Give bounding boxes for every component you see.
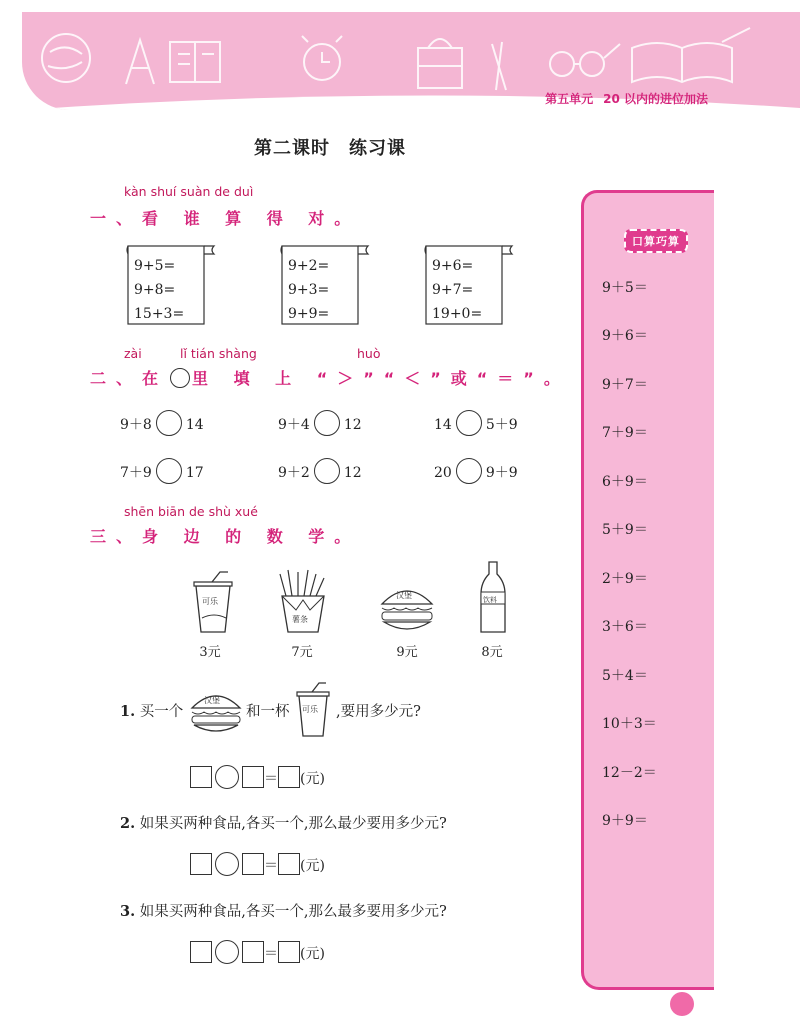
fries-icon (276, 568, 330, 636)
compare-item: 14 5＋9 (434, 410, 518, 436)
answer-box[interactable] (242, 766, 264, 788)
drill-item: 9＋9＝ (602, 813, 648, 829)
question-3 (120, 900, 447, 921)
problem: 9+7= (432, 282, 474, 298)
drink-label: 饮料 (483, 596, 497, 604)
answer-box[interactable] (242, 853, 264, 875)
drill-item: 3＋6＝ (602, 619, 648, 635)
answer-box[interactable] (190, 941, 212, 963)
fries-price: 7元 (291, 645, 313, 660)
answer-box[interactable] (242, 941, 264, 963)
section3-title: 三、身 边 的 数 学。 (90, 527, 361, 546)
section1-pinyin: kàn shuí suàn de duì (124, 184, 254, 199)
problem: 15+3= (134, 306, 185, 322)
question-number: 2. (120, 815, 136, 832)
problem: 9+5= (134, 258, 176, 274)
answer-circle[interactable] (456, 410, 482, 436)
unit-label (535, 90, 708, 107)
section2-pinyin-tian: lǐ tián shàng (180, 346, 257, 361)
question-2 (120, 812, 447, 833)
operator-circle[interactable] (215, 940, 239, 964)
sidebar-badge: 口算巧算 (624, 229, 688, 253)
problem: 19+0= (432, 306, 483, 322)
cola-icon (190, 570, 238, 636)
question-number: 3. (120, 903, 136, 920)
compare-item: 9＋8 14 (120, 410, 204, 436)
drill-item: 12－2＝ (602, 765, 657, 781)
answer-box[interactable] (190, 766, 212, 788)
section2-title (90, 366, 570, 389)
compare-item: 9＋2 12 (278, 458, 362, 484)
section2-pinyin-zai: zài (124, 346, 142, 361)
answer-box[interactable] (278, 766, 300, 788)
title-post: 里 填 上 “＞”“＜”或“＝”。 (192, 369, 570, 388)
compare-item: 20 9＋9 (434, 458, 518, 484)
section1-title: 一、看 谁 算 得 对。 (90, 209, 361, 228)
answer-box[interactable] (278, 941, 300, 963)
drill-item: 6＋9＝ (602, 474, 648, 490)
answer-circle[interactable] (156, 458, 182, 484)
q1-text-mid: 和一杯 (246, 704, 290, 720)
burger-label: 汉堡 (204, 696, 220, 705)
drill-item: 7＋9＝ (602, 425, 648, 441)
fries-label: 薯条 (292, 615, 308, 624)
answer-box[interactable] (190, 853, 212, 875)
drill-item: 9＋6＝ (602, 328, 648, 344)
lesson-title: 第二课时 练习课 (254, 138, 406, 159)
scroll-card (424, 244, 504, 322)
drink-price: 8元 (481, 645, 503, 660)
operator-circle[interactable] (215, 852, 239, 876)
answer-circle[interactable] (156, 410, 182, 436)
question-text: 如果买两种食品,各买一个,那么最多要用多少元? (139, 904, 447, 920)
compare-item: 9＋4 12 (278, 410, 362, 436)
cola-label: 可乐 (302, 705, 318, 714)
unit-topic: 20 以内的进位加法 (603, 92, 708, 106)
question-number: 1. (120, 703, 136, 720)
burger-price: 9元 (396, 645, 418, 660)
cola-icon (294, 680, 334, 740)
scroll-card (280, 244, 360, 322)
problem: 9+8= (134, 282, 176, 298)
answer-circle[interactable] (314, 458, 340, 484)
header-banner (22, 12, 800, 110)
question-1 (120, 700, 183, 721)
drink-icon (478, 560, 508, 636)
section3-pinyin: shēn biān de shù xué (124, 504, 258, 519)
problem: 9+9= (288, 306, 330, 322)
answer-equation: ＝ (元) (190, 765, 325, 789)
title-pre: 二、在 (90, 369, 169, 388)
answer-circle[interactable] (456, 458, 482, 484)
answer-box[interactable] (278, 853, 300, 875)
question-text: 如果买两种食品,各买一个,那么最少要用多少元? (139, 816, 447, 832)
drill-item: 9＋5＝ (602, 280, 648, 296)
operator-circle[interactable] (215, 765, 239, 789)
drill-item: 2＋9＝ (602, 571, 648, 587)
answer-equation: ＝ (元) (190, 852, 325, 876)
burger-icon (188, 688, 244, 736)
drill-item: 10＋3＝ (602, 716, 657, 732)
cola-label: 可乐 (202, 597, 218, 606)
burger-icon (378, 582, 436, 634)
drill-item: 5＋9＝ (602, 522, 648, 538)
compare-item: 7＋9 17 (120, 458, 204, 484)
answer-equation: ＝ (元) (190, 940, 325, 964)
answer-circle[interactable] (314, 410, 340, 436)
scroll-card (126, 244, 206, 322)
drill-item: 5＋4＝ (602, 668, 648, 684)
unit-number: 第五单元 (545, 92, 594, 106)
problem: 9+2= (288, 258, 330, 274)
cola-price: 3元 (199, 645, 221, 660)
burger-label: 汉堡 (396, 591, 412, 600)
q1-text-pre: 买一个 (139, 704, 184, 720)
q1-text-post: ,要用多少元? (336, 704, 421, 720)
section2-pinyin-huo: huò (357, 346, 381, 361)
problem: 9+3= (288, 282, 330, 298)
circle-icon (170, 368, 190, 388)
page-corner-dot (670, 992, 694, 1016)
problem: 9+6= (432, 258, 474, 274)
drill-item: 9＋7＝ (602, 377, 648, 393)
mental-math-sidebar (581, 190, 714, 990)
